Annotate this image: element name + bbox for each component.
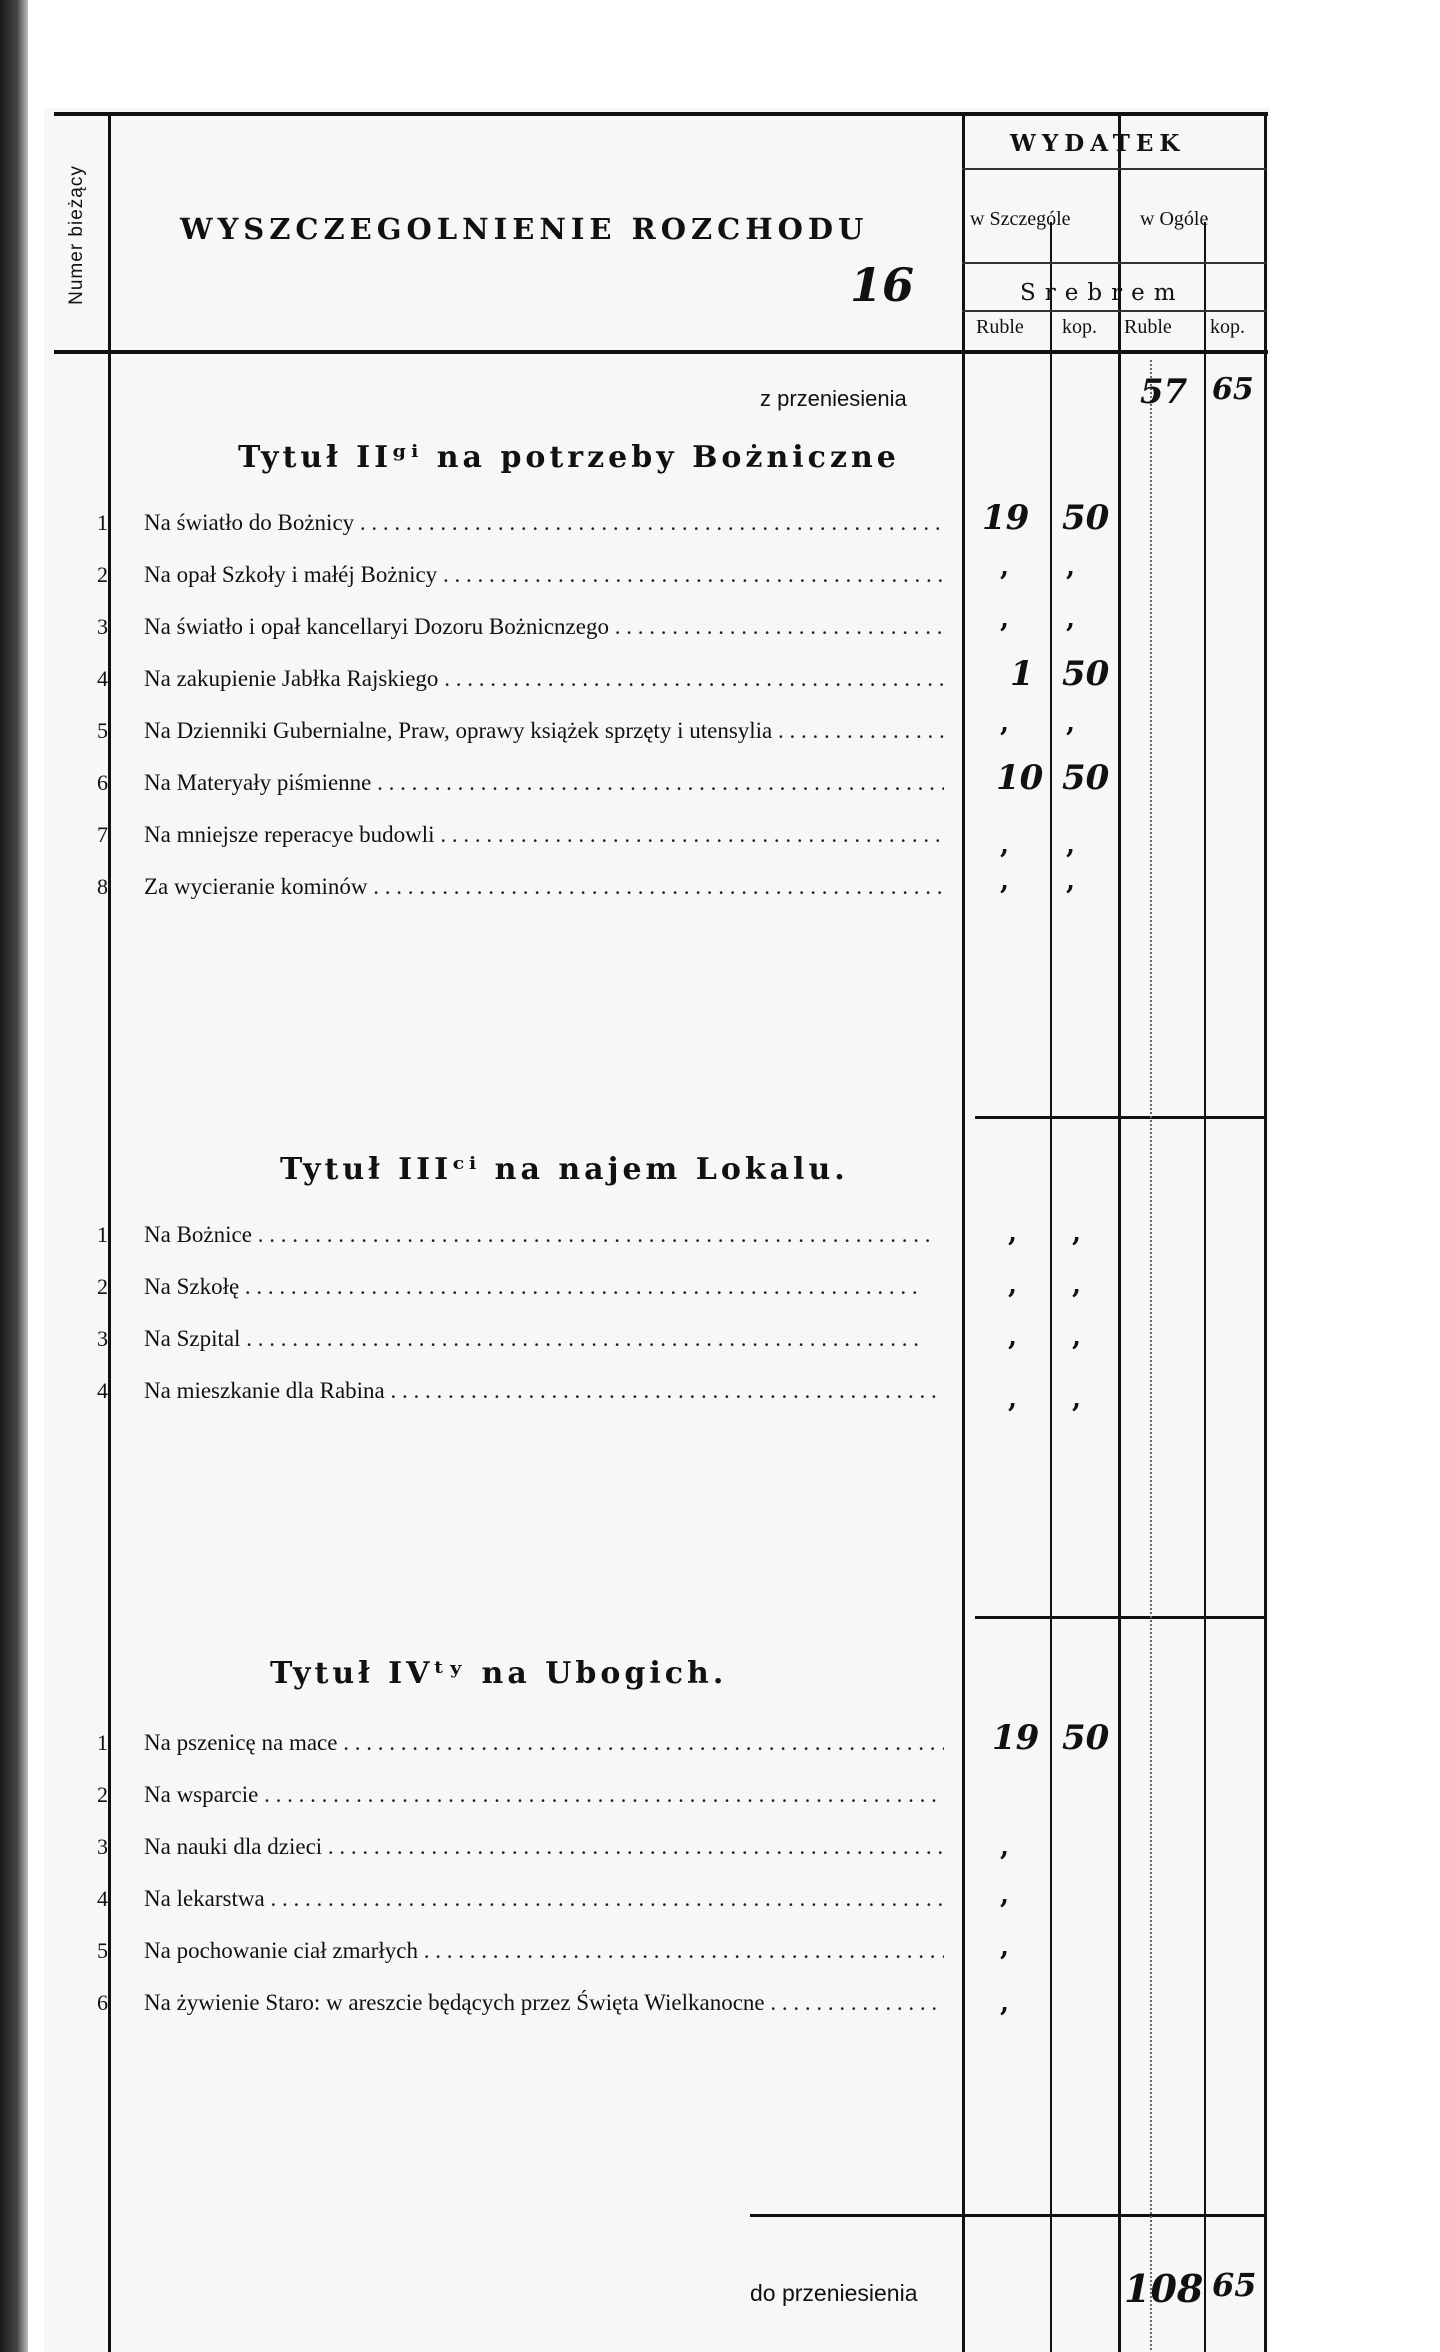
section-separator-1 xyxy=(975,1116,1265,1119)
row-ruble: 1 xyxy=(1010,654,1034,694)
empty-mark: , xyxy=(1000,1832,1010,1862)
empty-mark: , xyxy=(1000,830,1010,860)
row-ruble: 10 xyxy=(996,758,1044,798)
wydatek-underline xyxy=(962,168,1266,170)
table-row xyxy=(80,658,950,702)
binding-edge xyxy=(0,0,28,2352)
empty-mark: , xyxy=(1066,552,1076,582)
row-number: 6 xyxy=(97,1990,108,2015)
table-row xyxy=(80,1370,950,1414)
section-title-boznicze: Tytuł IIᵍⁱ na potrzeby Bożniczne xyxy=(238,440,900,475)
row-kop: 50 xyxy=(1062,498,1110,538)
kop-header-1: kop. xyxy=(1062,316,1097,338)
carry-in-kop: 65 xyxy=(1212,372,1254,407)
row-number: 2 xyxy=(97,1274,108,1299)
row-number: 3 xyxy=(97,1326,108,1351)
row-number: 1 xyxy=(97,1222,108,1247)
section-title-lokale: Tytuł IIIᶜⁱ na najem Lokalu. xyxy=(280,1152,849,1187)
empty-mark: , xyxy=(1066,708,1076,738)
table-row xyxy=(80,554,950,598)
table-row xyxy=(80,1878,950,1922)
table-row xyxy=(80,1826,950,1870)
row-number: 2 xyxy=(97,562,108,587)
empty-mark: , xyxy=(1072,1218,1082,1248)
ruble-header-2: Ruble xyxy=(1124,316,1172,338)
table-row xyxy=(80,1722,950,1766)
section-title-ubodzy: Tytuł IVᵗʸ na Ubogich. xyxy=(270,1656,728,1691)
detail-total-divider xyxy=(1118,112,1121,2352)
top-border xyxy=(54,112,1268,116)
table-row xyxy=(80,866,950,910)
srebrem-header: Srebrem xyxy=(1020,280,1185,306)
empty-mark: , xyxy=(1008,1322,1018,1352)
number-column-label: Numer bieżący xyxy=(66,165,87,305)
row-label: Na światło do Bożnicy . . . xyxy=(144,510,944,536)
table-row xyxy=(80,1214,950,1258)
row-kop: 50 xyxy=(1062,758,1110,798)
row-number: 1 xyxy=(97,1730,108,1755)
row-number: 6 xyxy=(97,770,108,795)
carry-out-ruble: 108 xyxy=(1124,2266,1204,2311)
empty-mark: , xyxy=(1008,1270,1018,1300)
table-row xyxy=(80,1930,950,1974)
empty-mark: , xyxy=(1066,830,1076,860)
row-ruble: 19 xyxy=(992,1718,1040,1758)
empty-mark: , xyxy=(1072,1270,1082,1300)
table-row xyxy=(80,502,950,546)
empty-mark: , xyxy=(1000,604,1010,634)
row-label: Na Materyały piśmienne . . . xyxy=(144,770,944,796)
row-label: Na Bożnice . . . xyxy=(144,1222,944,1248)
page-mark: 16 xyxy=(850,258,915,312)
row-label: Na Szpital . . . xyxy=(144,1326,944,1352)
row-number: 3 xyxy=(97,614,108,639)
row-label: Na żywienie Staro: w areszcie będących przez Święta Wielkanocne . . . xyxy=(144,1990,944,2016)
row-ruble: 19 xyxy=(982,498,1030,538)
table-row xyxy=(80,762,950,806)
empty-mark: , xyxy=(1008,1384,1018,1414)
table-row xyxy=(80,710,950,754)
row-label: Na opał Szkoły i małéj Bożnicy . . . xyxy=(144,562,944,588)
row-number: 4 xyxy=(97,666,108,691)
carry-in-ruble: 57 xyxy=(1140,372,1188,412)
empty-mark: , xyxy=(1000,552,1010,582)
row-label: Na pochowanie ciał zmarłych . . . xyxy=(144,1938,944,1964)
row-label: Na lekarstwa . . . xyxy=(144,1886,944,1912)
row-label: Na mieszkanie dla Rabina . . . xyxy=(144,1378,944,1404)
row-number: 7 xyxy=(97,822,108,847)
empty-mark: , xyxy=(1066,604,1076,634)
row-kop: 50 xyxy=(1062,1718,1110,1758)
row-number: 5 xyxy=(97,1938,108,1963)
row-label: Za wycieranie kominów . . . xyxy=(144,874,944,900)
kop-header-2: kop. xyxy=(1210,316,1245,338)
table-row xyxy=(80,606,950,650)
carry-in-label: z przeniesienia xyxy=(760,386,907,411)
table-row xyxy=(80,1982,950,2026)
row-number: 2 xyxy=(97,1782,108,1807)
row-label: Na Szkołę . . . xyxy=(144,1274,944,1300)
empty-mark: , xyxy=(1000,866,1010,896)
empty-mark: , xyxy=(1000,1880,1010,1910)
empty-mark: , xyxy=(1072,1322,1082,1352)
row-label: Na nauki dla dzieci . . . xyxy=(144,1834,944,1860)
page-title: WYSZCZEGOLNIENIE ROZCHODU xyxy=(180,212,869,246)
dotted-guide xyxy=(1150,360,1152,2350)
section-separator-2 xyxy=(975,1616,1265,1619)
w-ogole-header: w Ogóle xyxy=(1140,208,1209,230)
wydatek-header: WYDATEK xyxy=(1010,130,1186,157)
table-row xyxy=(80,1774,950,1818)
empty-mark: , xyxy=(1000,1988,1010,2018)
ruble-header-1: Ruble xyxy=(976,316,1024,338)
right-border xyxy=(1264,112,1267,2352)
row-number: 1 xyxy=(97,510,108,535)
empty-mark: , xyxy=(1008,1218,1018,1248)
row-number: 5 xyxy=(97,718,108,743)
empty-mark: , xyxy=(1066,866,1076,896)
empty-mark: , xyxy=(1000,708,1010,738)
row-number: 4 xyxy=(97,1378,108,1403)
row-label: Na Dzienniki Gubernialne, Praw, oprawy książek sprzęty i utensylia . . . xyxy=(144,718,944,744)
empty-mark: , xyxy=(1072,1384,1082,1414)
table-row xyxy=(80,1318,950,1362)
table-row xyxy=(80,1266,950,1310)
number-column-header xyxy=(44,120,110,350)
srebrem-underline xyxy=(962,310,1266,312)
row-label: Na pszenicę na mace . . . xyxy=(144,1730,944,1756)
row-kop: 50 xyxy=(1062,654,1110,694)
total-separator xyxy=(750,2214,1266,2217)
carry-out-kop: 65 xyxy=(1212,2266,1257,2304)
row-number: 4 xyxy=(97,1886,108,1911)
empty-mark: , xyxy=(1000,1932,1010,1962)
row-label: Na światło i opał kancellaryi Dozoru Bożnicnzego . . . xyxy=(144,614,944,640)
row-number: 8 xyxy=(97,874,108,899)
table-row xyxy=(80,814,950,858)
amount-column-border xyxy=(962,112,965,2352)
header-bottom-border xyxy=(54,350,1268,354)
w-szczegole-header: w Szczególe xyxy=(970,208,1071,230)
row-number: 3 xyxy=(97,1834,108,1859)
row-label: Na mniejsze reperacye budowli . . . xyxy=(144,822,944,848)
carry-out-label: do przeniesienia xyxy=(750,2280,918,2306)
ruble-kop-divider-1 xyxy=(1050,222,1052,2352)
szczegole-underline xyxy=(962,262,1266,264)
row-label: Na wsparcie . . . xyxy=(144,1782,944,1808)
ruble-kop-divider-2 xyxy=(1204,222,1206,2352)
row-label: Na zakupienie Jabłka Rajskiego . . . xyxy=(144,666,944,692)
